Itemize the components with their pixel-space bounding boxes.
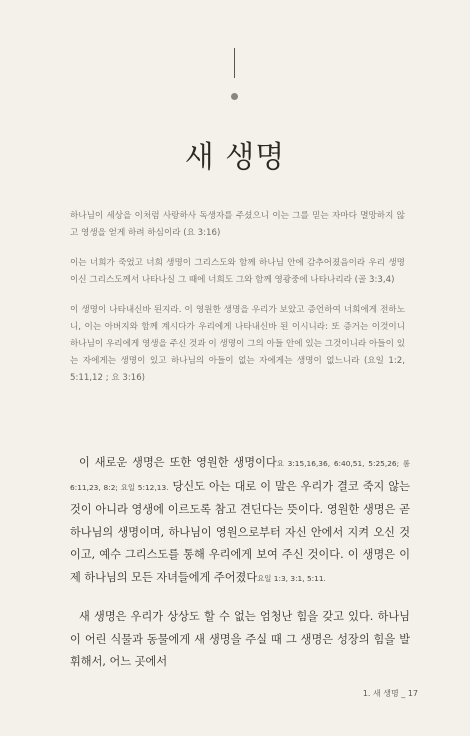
running-footer: 1. 새 생명 _ 17	[362, 689, 418, 698]
chapter-divider-line	[234, 48, 235, 78]
chapter-title: 새 생명	[184, 140, 286, 176]
paragraph-1	[70, 452, 410, 590]
epigraph-verses	[70, 208, 405, 400]
paragraph-1-text-b: 당신도 아는 대로 이 말은 우리가 결코 죽지 않는 것이 아니라 영생에 이르도록 참고 견딘다는 뜻이다. 영원한 생명은 곧 하나님의 생명이며, 하나님이 영원으로부터 자신 안에서 지켜 오신 것이고, 예수 그리스도를 통해 우리에게 보여 주신 것이다. 이 생명은 이제 하나님의 모든 자녀들에게 주어졌다	[70, 479, 410, 584]
scripture-reference: 요일 1:3, 3:1, 5:11.	[257, 573, 326, 583]
verse-1: 하나님이 세상을 이처럼 사랑하사 독생자를 주셨으니 이는 그를 믿는 자마다 멸망하지 않고 영생을 얻게 하려 하심이라 (요 3:16)	[70, 211, 405, 238]
verse-3: 이 생명이 나타내신바 된지라. 이 영원한 생명을 우리가 보았고 증언하여 너희에게 전하노니, 이는 아버지와 함께 계시다가 우리에게 나타내신바 된 이시니라: 또 증거는 이것이니 하나님이 우리에게 영생을 주신 것과 이 생명이 그의 아들 안에 있는 그것이니라 아들이 있는 자에게는 생명이 있고 하나님의 아들이 없는 자에게는 생명이 없느니라 (요일 1:2, 5:11,12 ; 요 3:16)	[70, 305, 405, 383]
paragraph-1-text-a: 이 새로운 생명은 또한 영원한 생명이다	[79, 456, 277, 469]
verse-2: 이는 너희가 죽었고 너희 생명이 그리스도와 함께 하나님 안에 감추어졌음이라 우리 생명이신 그리스도께서 나타나실 그 때에 너희도 그와 함께 영광중에 나타나리라 (골 3:3,4)	[70, 258, 405, 285]
paragraph-2: 새 생명은 우리가 상상도 할 수 없는 엄청난 힘을 갖고 있다. 하나님이 어린 식물과 동물에게 새 생명을 주실 때 그 생명은 성장의 힘을 발휘해서, 어느 곳에서	[70, 610, 410, 668]
chapter-divider-dot	[231, 93, 238, 100]
body-text	[70, 452, 410, 674]
scripture-reference: 요 3:15,16,36, 6:40,51, 5:25,26; 롬 6:11,23, 8:2; 요일 5:12,13.	[70, 459, 410, 492]
